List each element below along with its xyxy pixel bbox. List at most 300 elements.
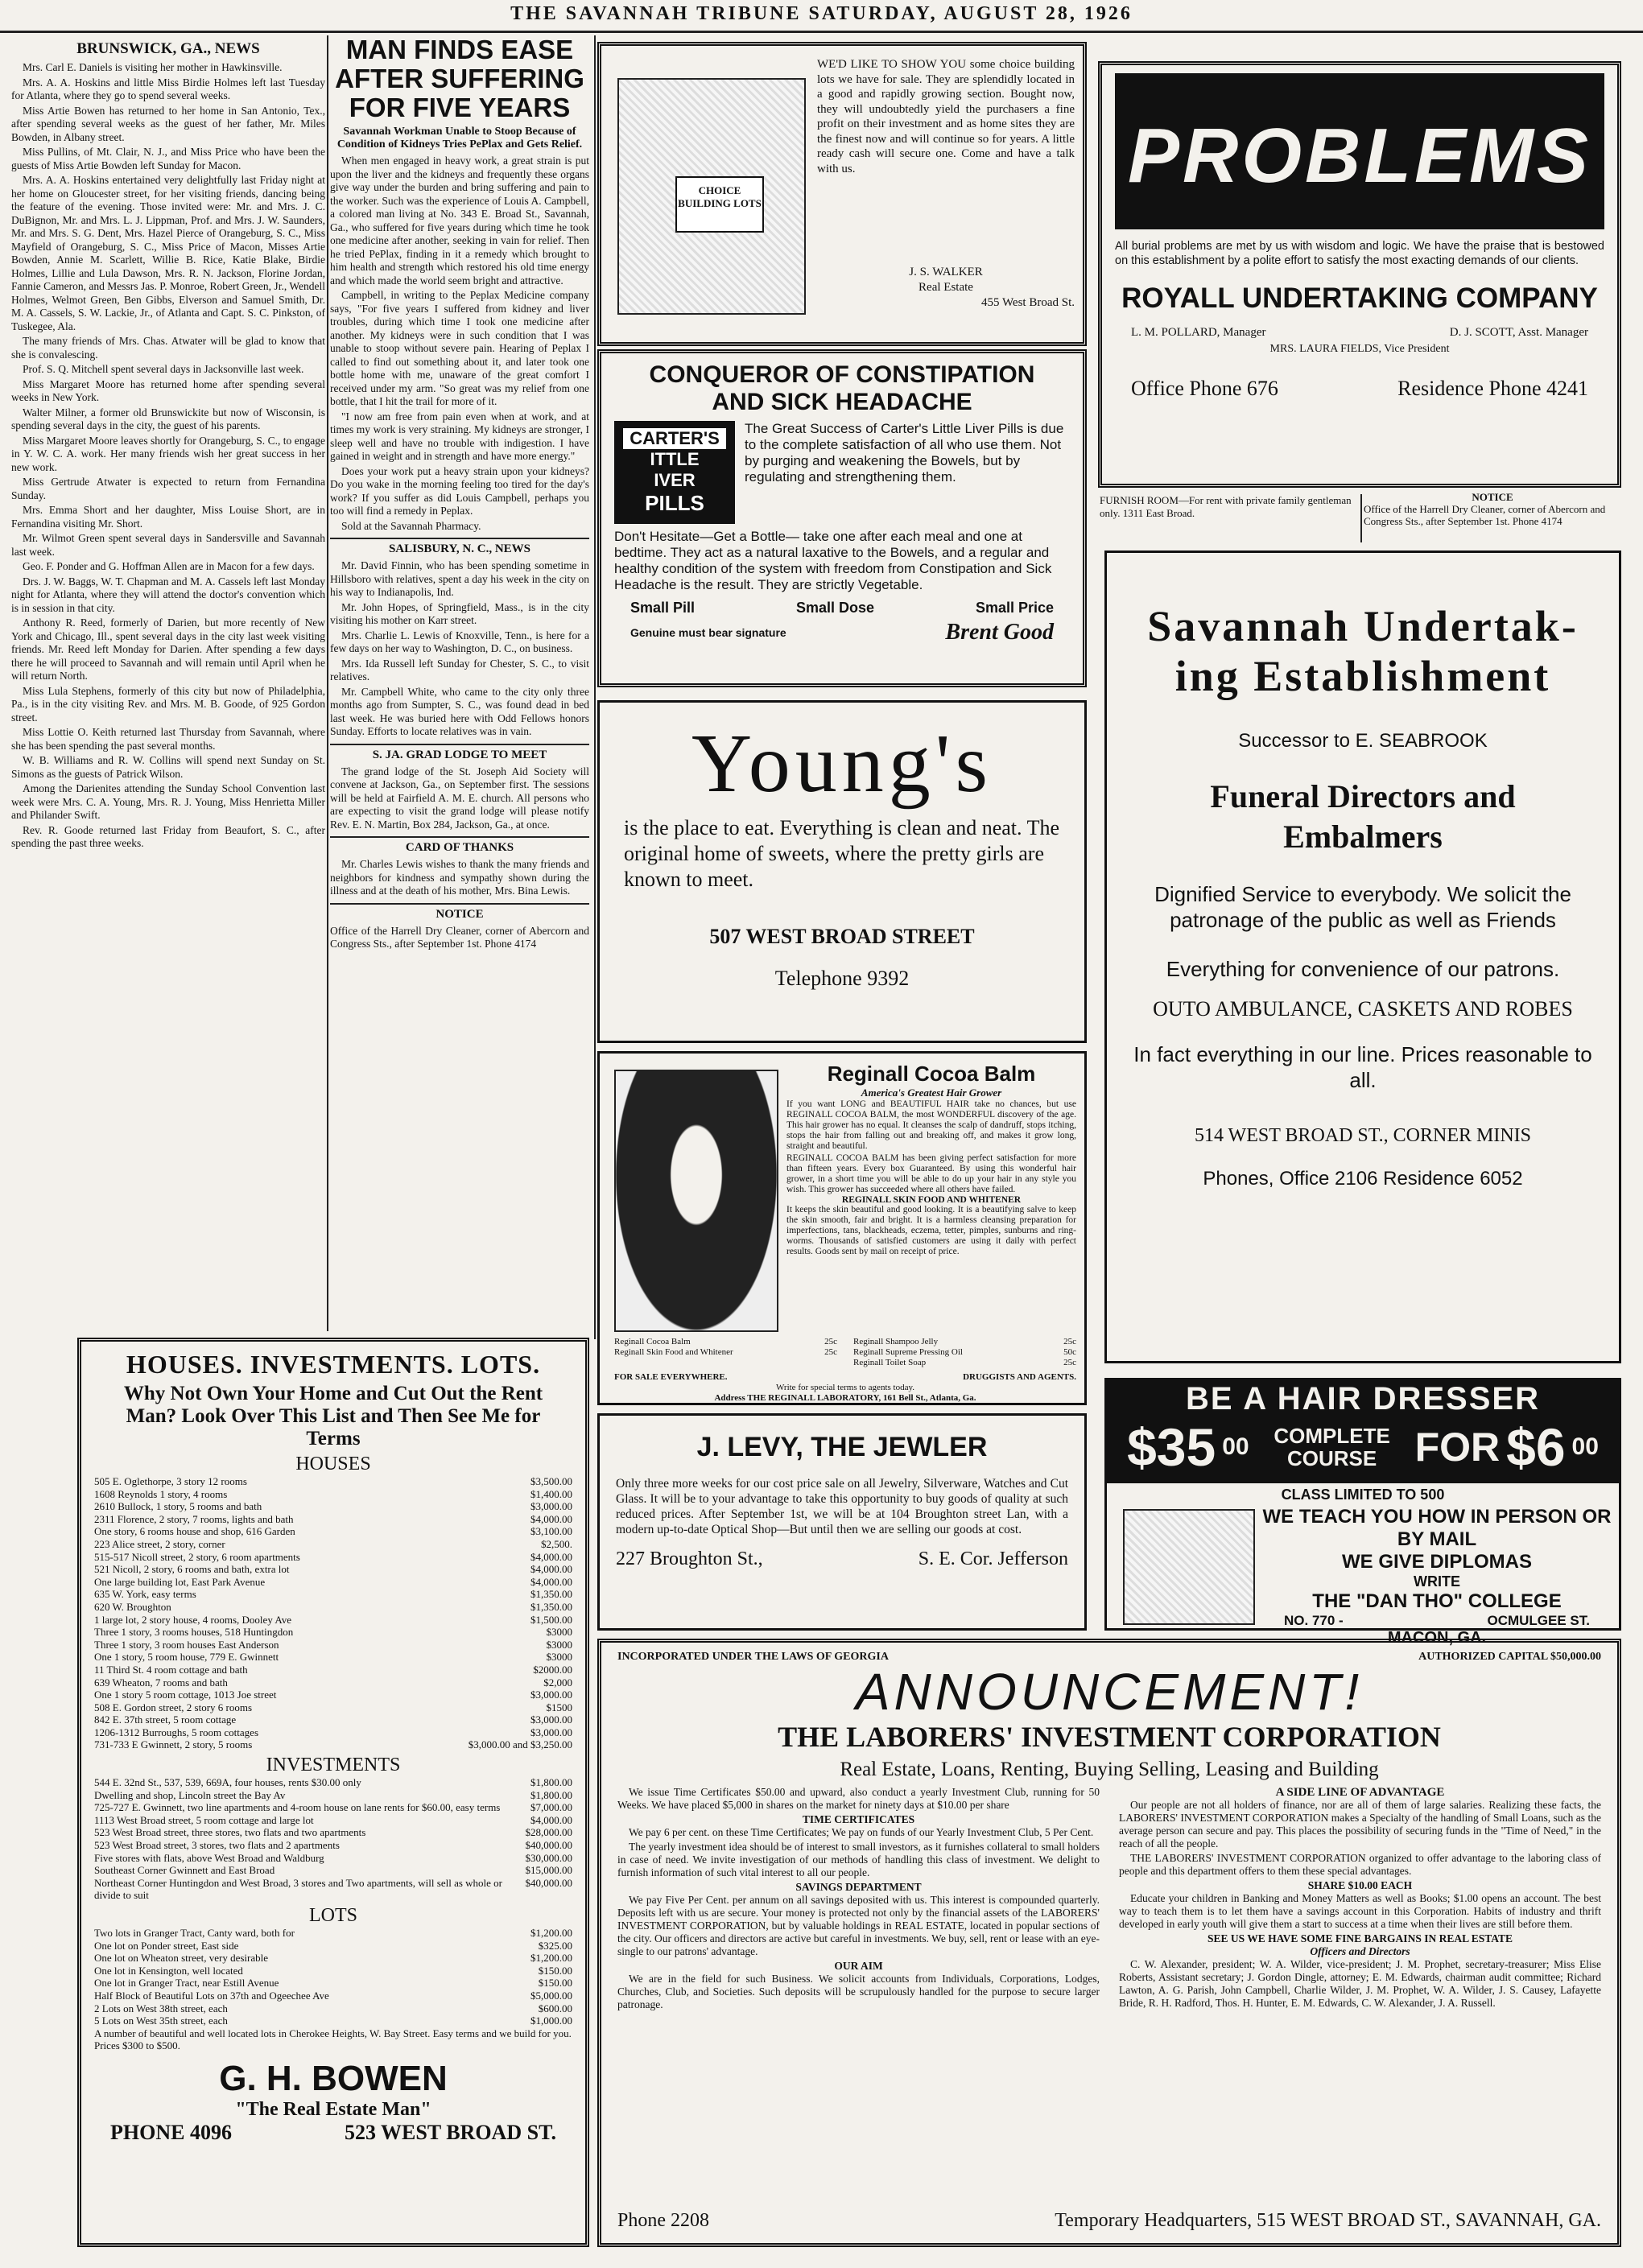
listing-price: $2,000 [543,1676,572,1689]
listing-price: $1,800.00 [530,1776,572,1789]
our-aim-heading: OUR AIM [834,1960,883,1972]
diplomas-text: WE GIVE DIPLOMAS [1341,1551,1532,1573]
news-item: Drs. J. W. Baggs, W. T. Chapman and M. A. Cassels left last Monday night for Atlanta, where they will attend the doctor's convention which is in session in that city. [11,575,325,614]
royall-manager: L. M. POLLARD, Manager [1131,326,1266,339]
course-price: $35 [1127,1417,1216,1477]
listing-price: $1,200.00 [530,1952,572,1965]
listing-price: $5,000.00 [530,1989,572,2002]
news-item: Miss Margaret Moore has returned home after spending several weeks in New York. [11,377,325,403]
listing-price: $2000.00 [533,1663,572,1676]
furnish-room-text: FURNISH ROOM—For rent with private family gentleman only. 1311 East Broad. [1100,494,1352,519]
reginall-for-sale: FOR SALE EVERYWHERE. [614,1372,728,1382]
listing-row [94,1776,572,1789]
reginall-agents: DRUGGISTS AND AGENTS. [963,1372,1076,1382]
product-price: 25c [1063,1358,1076,1367]
listing-price: $3,000.00 [530,1500,572,1513]
peplax-paragraph: Sold at the Savannah Pharmacy. [341,519,481,532]
listing-description: 725-727 E. Gwinnett, two line apartments and 4-room house on lane rents for $60.00, easy terms [94,1801,501,1814]
lots-list [94,1927,572,2027]
lodge-heading: S. JA. GRAD LODGE TO MEET [330,744,589,762]
lots-heading: LOTS [309,1905,357,1926]
listing-description: 523 West Broad street, 3 stores, two flats and 2 apartments [94,1839,340,1852]
news-item: Anthony R. Reed, formerly of Darien, but more recently of New York and Chicago, Ill., spent several days in the city last week visiting friends. Mr. Reed left Monday for Darien. After spending a few days there he will proceed to Savannah and will remain until April when he will return North. [11,616,325,682]
news-item: Mr. David Finnin, who has been spending sometime in Hillsboro with relatives, spent a day his week in the city on his way to Indianapolis, Ind. [330,559,589,598]
card-of-thanks-text: Mr. Charles Lewis wishes to thank the many friends and neighbors for kindness and sympathy shown during the illness and at the death of his mother, Mrs. Bina Lewis. [330,858,589,897]
reginall-address: Address THE REGINALL LABORATORY, 161 Bell St., Atlanta, Ga. [714,1393,976,1403]
listing-description: One 1 story, 5 room house, 779 E. Gwinnett [94,1651,279,1664]
levy-corner: S. E. Cor. Jefferson [918,1548,1068,1569]
salisbury-body [330,559,589,739]
listing-description: 521 Nicoll, 2 story, 6 rooms and bath, extra lot [94,1563,290,1576]
reginall-subhead-2: REGINALL SKIN FOOD AND WHITENER [841,1195,1022,1205]
listing-price: $28,000.00 [525,1826,572,1839]
furnish-room-classified [1100,494,1357,542]
laborers-phone: Phone 2208 [617,2210,709,2231]
reginall-text-1: If you want LONG and BEAUTIFUL HAIR take no chances, but use REGINALL COCOA BALM, the most WONDERFUL discovery of the age. This hair grower has no equal. It cleanses the scalp of dandruff, stops itching, stops the hair from falling out and breaking off, and makes it grow long, straight and beautiful. [786,1099,1076,1151]
listing-price: $3000 [546,1626,572,1639]
news-item: Miss Margaret Moore leaves shortly for Orangeburg, S. C., to engage in Y. W. C. A. work. Her many friends wish her great success in her new work. [11,434,325,473]
corporation-name: THE LABORERS' INVESTMENT CORPORATION [778,1721,1441,1753]
listing-description: One 1 story 5 room cottage, 1013 Joe street [94,1689,277,1701]
news-item: Rev. R. Goode returned last Friday from Beaufort, S. C., after spending the past three weeks. [11,823,325,849]
listing-description: One lot on Ponder street, East side [94,1939,239,1952]
royall-text: All burial problems are met by us with wisdom and logic. We have the praise that is bestowed on this establishment by a polite effort to satisfy the most exacting demands of our clients. [1115,240,1604,267]
listing-description: Southeast Corner Gwinnett and East Broad [94,1864,275,1877]
laborers-investment-ad [597,1639,1621,2247]
listing-row [94,1689,572,1701]
listing-row [94,1965,572,1977]
masthead: THE SAVANNAH TRIBUNE SATURDAY, AUGUST 28, 1926 [510,3,1133,24]
listing-description: 223 Alice street, 2 story, corner [94,1537,225,1550]
listing-description: 544 E. 32nd St., 537, 539, 669A, four houses, rents $30.00 only [94,1776,361,1789]
lots-note: A number of beautiful and well located lots in Cherokee Heights, W. Bay Street. Easy terms and we build for you. Prices $300 to $500. [94,2027,572,2052]
problems-banner [1115,73,1604,229]
time-certificates-text-2: The yearly investment idea should be of interest to small investors, as it furnishes collateral to small holders in case of need. We invite investigation of our methods of handling this class of investment. We delight to furnish information of such vital interest to all our people. [617,1841,1100,1878]
side-line-heading: A SIDE LINE OF ADVANTAGE [1275,1786,1445,1799]
listing-row [94,1877,572,1902]
reginall-write: Write for special terms to agents today. [775,1383,915,1392]
news-item: Among the Darienites attending the Sunday School Convention last week were Mrs. C. A. Young, Mrs. R. J. Young, Miss Henrietta Miller and Philander Swift. [11,782,325,821]
listing-description: Three 1 story, 3 room houses East Anderson [94,1638,279,1651]
carters-signature: Brent Good [945,620,1054,645]
listing-price: $4,000.00 [530,1575,572,1588]
news-item: Mr. Campbell White, who came to the city only three months ago from Sumpter, S. C., was found dead in bed last week. He was buried here with Odd Fellows honors Sunday. Efforts to locate relatives was in vain. [330,685,589,737]
listing-price: $1,000.00 [530,2014,572,2027]
listing-description: 1 large lot, 2 story house, 4 rooms, Dooley Ave [94,1613,292,1626]
building-lots-sign: CHOICE BUILDING LOTS [675,176,764,233]
notice-heading: NOTICE [330,903,589,922]
listing-row [94,1852,572,1865]
officers-heading: Officers and Directors [1310,1945,1410,1957]
levy-headline: J. LEVY, THE JEWLER [696,1432,988,1462]
complete-course-label: COMPLETE COURSE [1274,1424,1390,1470]
listing-price: $1,350.00 [530,1588,572,1601]
college-street: OCMULGEE ST. [1487,1613,1590,1628]
carters-headline: CONQUEROR OF CONSTIPATION [649,361,1035,388]
everything-convenience-text: Everything for convenience of our patrons. [1166,957,1560,981]
listing-description: One lot in Kensington, well located [94,1964,243,1977]
price-row [614,1337,1076,1347]
product-name: Reginall Cocoa Balm [614,1337,691,1346]
officers-text: C. W. Alexander, president; W. A. Wilder, vice-president; J. M. Prophet, secretary-treasurer; Miss Elise Roberts, Assistant secretary; J. Gordon Dingle, attorney; E. M. Edwards, chairman audit committee; Richard Lawton, A. G. Parish, John Campbell, Charlie Wilder, J. M. Prophet, W. A. Wilder, J. S. Causey, Lafayette Bride, R. H. Radford, Thos. H. Hunter, E. M. Edwards, C. W. Alexander, J. A. Russell. [1119,1958,1601,2009]
listing-price: $4,000.00 [530,1550,572,1563]
savannah-undertaking-address: 514 WEST BROAD ST., CORNER MINIS [1194,1125,1532,1146]
woman-portrait-illustration [614,1070,778,1332]
listing-description: 2610 Bullock, 1 story, 5 rooms and bath [94,1500,262,1513]
column-rule [327,35,328,1331]
listing-price: $30,000.00 [525,1851,572,1864]
listing-row [94,1475,572,1488]
listing-description: 505 E. Oglethorpe, 3 story 12 rooms [94,1475,247,1487]
write-label: WRITE [1414,1573,1460,1590]
listing-description: 639 Wheaton, 7 rooms and bath [94,1676,228,1689]
savannah-undertaking-ad [1104,551,1621,1363]
houses-heading: HOUSES [295,1454,371,1474]
news-item: Miss Lula Stephens, formerly of this city but now of Philadelphia, Pa., is in the city visiting Rev. and Mrs. M. B. Goode, of 925 Gordon street. [11,684,325,724]
embalmers-heading: Embalmers [1283,819,1443,855]
small-dose-label: Small Dose [795,600,875,616]
news-item: Mrs. Carl E. Daniels is visiting her mother in Hawkinsville. [23,61,283,73]
news-item: Mrs. A. A. Hoskins entertained very delightfully last Friday night at her home on Gloucester street, for her visiting friends, dancing being the feature of the evening. Those invited were: Mr. and Mrs. J. C. DuBignon, Mr. and Mrs. L. J. Lippman, Prof. and Mrs. J. W. Saunders, Mr. and Mrs. S. G. Dent, Mrs. Hazel Pierce of Orangeburg, S. C., Miss Mayfield of Orangeburg, S. C., Miss Price of Macon, Misses Artie Bowden, Annie M. Scarlett, Willie B. Rice, Katie Blake, Birdie Holmes, Lillie and Lula Dawson, Mrs. R. N. Jackson, Florine Jordan, Fannie Cameron, and Messrs Jas. P. Monroe, Robert Green, Jr., Wendell Holmes, Welmot Green, Ben Gibbs, Elverson and Samuel Smith, Dr. M. A. Cassels, S. W. Lackie, Jr., of Atlanta and Capt. S. C. Pinkston, of Tuskegee, Ala. [11,174,325,332]
listing-row [94,1676,572,1689]
news-item: Miss Artie Bowen has returned to her home in San Antonio, Tex., after spending several weeks as the guest of her father, Mr. Miles Bowden, in Albany street. [11,104,325,143]
listing-description: One lot in Granger Tract, near Estill Avenue [94,1977,279,1990]
our-aim-text: We are in the field for such Business. We solicit accounts from Individuals, Corporations, Lodges, Churches, Club, and Societies. Such deposits will be scrupulously handled for the purpose to secure larger patronage. [617,1973,1100,2010]
listing-description: 620 W. Broughton [94,1600,171,1613]
listing-row [94,1601,572,1614]
laborers-headquarters: Temporary Headquarters, 515 WEST BROAD ST., SAVANNAH, GA. [1055,2210,1601,2231]
listing-description: One large building lot, East Park Avenue [94,1575,266,1588]
listing-description: Dwelling and shop, Lincoln street the Bay Av [94,1788,286,1801]
savings-department-text: We pay Five Per Cent. per annum on all savings deposited with us. This interest is compounded quarterly. Deposits left with us are secure. Your money is protected not only by the financial assets of the LABORERS' INVESTMENT CORPORATION, but by valuable holdings in REAL ESTATE, located in popular sections of the city. Our officers and directors are active but careful in investments. We buy, sell, rent or lease with an eye-single to our patrons' advantage. [617,1894,1100,1957]
column-rule [1360,494,1362,542]
bowen-subhead: Why Not Own Your Home and Cut Out the Rent Man? Look Over This List and Then See Me for Terms [123,1383,543,1449]
teach-text: WE TEACH YOU HOW IN PERSON OR BY MAIL [1262,1506,1612,1550]
product-price: 25c [824,1347,837,1357]
listing-row [94,1563,572,1576]
product-price: 25c [1063,1337,1076,1346]
listing-row [94,1940,572,1953]
hair-dresser-heading: BE A HAIR DRESSER [1186,1381,1540,1416]
listing-row [94,1538,572,1551]
listing-row [94,1626,572,1639]
carters-pills-ad [597,349,1087,687]
listing-row [94,1614,572,1627]
listing-price: $1500 [546,1701,572,1713]
listing-description: Half Block of Beautiful Lots on 37th and Ogeechee Ave [94,1989,329,2002]
listing-description: 5 Lots on West 35th street, each [94,2014,228,2027]
walker-role: Real Estate [919,281,973,294]
college-name: THE "DAN THO" COLLEGE [1312,1590,1562,1612]
listing-row [94,1864,572,1877]
listing-price: $1,350.00 [530,1600,572,1613]
dignified-service-text: Dignified Service to everybody. We solicit the patronage of the public as well as Friends [1154,882,1571,932]
royall-residence-phone: Residence Phone 4241 [1397,377,1588,400]
listing-row [94,1789,572,1802]
news-item: Miss Gertrude Atwater is expected to return from Fernandina Sunday. [11,476,325,501]
reginall-subhead: America's Greatest Hair Grower [861,1087,1002,1099]
listing-price: $600.00 [538,2002,572,2014]
listing-description: 2311 Florence, 2 story, 7 rooms, lights and bath [94,1512,294,1525]
savannah-undertaking-heading: Savannah Undertak- [1147,602,1579,650]
side-line-text: Our people are not all holders of finance, nor are all of them of large salaries. Realizing these facts, the LABORERS' INVESTMENT CORPORATION makes a Specialty of the handling of Small Loans, such as the average person can secure and pay. This places the possibility of securing funds in the "Time of Need," in the reach of all the people. [1119,1799,1601,1849]
bowen-address: 523 WEST BROAD ST. [345,2120,556,2144]
listing-description: 1206-1312 Burroughs, 5 room cottages [94,1726,259,1738]
listing-row [94,1839,572,1852]
notice-classified [1364,491,1621,542]
levy-jeweler-ad [597,1413,1087,1631]
walker-real-estate-ad [597,42,1087,346]
carters-hesitate-text: Don't Hesitate—Get a Bottle— take one after each meal and one at bedtime. They act as a natural laxative to the Bowels, and a regular and healthy condition of the system with freedom from Constipation and Sick Headache is the result. They are strictly Vegetable. [614,529,1052,592]
listing-row [94,1713,572,1726]
listing-price: $4,000.00 [530,1563,572,1576]
brunswick-news-body [11,61,325,851]
listing-row [94,1639,572,1652]
certificates-intro: We issue Time Certificates $50.00 and upward, also conduct a yearly Investment Club, running for 50 Weeks. We have placed $5,000 in shares on the market for ninety days at $10.00 per share [617,1786,1100,1811]
man-with-sign-illustration [617,78,806,315]
bowen-headline: HOUSES. INVESTMENTS. LOTS. [126,1350,541,1379]
brunswick-news-heading: BRUNSWICK, GA., NEWS [76,40,260,57]
savannah-undertaking-heading-2: ing Establishment [1174,652,1551,700]
masthead-rule [0,31,1643,33]
listing-price: $3,000.00 [530,1689,572,1701]
notice-right-text: Office of the Harrell Dry Cleaner, corner of Abercorn and Congress Sts., after September 1st. [1364,503,1606,527]
hair-dresser-banner: BE A HAIR DRESSER $35 00 COMPLETE COURSE FOR $6 00 [1107,1380,1619,1483]
listing-row [94,1952,572,1965]
listing-row [94,1701,572,1714]
listing-price: $150.00 [538,1977,572,1990]
listing-row [94,1651,572,1664]
listing-price: $15,000.00 [525,1864,572,1877]
news-item: Miss Pullins, of Mt. Clair, N. J., and Miss Price who have been the guests of Miss Artie Bowden left Sunday for Macon. [11,146,325,171]
listing-description: 731-733 E Gwinnett, 2 story, 5 rooms [94,1738,253,1751]
bargains-heading: SEE US WE HAVE SOME FINE BARGAINS IN REAL ESTATE [1207,1932,1513,1944]
listing-price: $1,200.00 [530,1927,572,1939]
reginall-price-list [614,1337,1076,1368]
listing-price: $40,000.00 [525,1876,572,1889]
news-item: Walter Milner, a former old Brunswickite but now of Wisconsin, is spending several days in the city, the guest of his parents. [11,406,325,431]
listing-price: $325.00 [538,1939,572,1952]
listing-description: 842 E. 37th street, 5 room cottage [94,1713,237,1726]
listing-description: Five stores with flats, above West Broad and Waldburg [94,1851,324,1864]
peplax-headline: MAN FINDS EASE [345,35,574,64]
hairdresser-illustration [1123,1509,1255,1625]
notice-right-heading: NOTICE [1472,491,1513,503]
side-line-text-2: THE LABORERS' INVESTMENT CORPORATION organized to offer advantage to the laboring class of people and this department offers to them these special advantages. [1119,1852,1601,1877]
youngs-address: 507 WEST BROAD STREET [709,925,975,948]
listing-row [94,1726,572,1739]
listing-description: 1113 West Broad street, 5 room cottage and large lot [94,1813,314,1826]
listing-description: One story, 6 rooms house and shop, 616 Garden [94,1525,295,1538]
carters-headline-2: AND SICK HEADACHE [712,389,972,415]
listing-description: Northeast Corner Huntingdon and West Broad, 3 stores and Two apartments, will sell as whole or divide to suit [94,1876,502,1902]
youngs-name: Young's [691,717,993,810]
share-text: Educate your children in Banking and Money Matters as well as Books; $1.00 opens an account. The best way to teach them is to let them have a savings account in this Corporation. Habits of industry and thrift developed in early youth will give them a start to success at a time when their lives are still before them. [1119,1892,1601,1930]
savings-department-heading: SAVINGS DEPARTMENT [795,1881,922,1893]
listing-row [94,1500,572,1513]
product-price: 25c [824,1337,837,1346]
peplax-paragraph: When men engaged in heavy work, a great strain is put upon the liver and the kidneys and frequently these organs give way under the burden and bring suffering and pain to the worker. Such was the experience of Louis A. Campbell, a colored man living at No. 343 E. Broad St., Savannah, Ga., who suffered for five years during which time he took one medicine after another, seeking in vain for relief. Then he tried PePlax, finding in it a remedy which brought to him health and strength which restored his old time energy and which made the world seem bright and attractive. [330,155,589,287]
reginall-headline: Reginall Cocoa Balm [827,1062,1036,1086]
royall-undertaking-ad [1098,61,1621,488]
reginall-cocoa-balm-ad [597,1051,1087,1405]
listing-row [94,1488,572,1501]
investments-list [94,1776,572,1902]
price-row [614,1358,1076,1368]
listing-description: 1608 Reynolds 1 story, 4 rooms [94,1487,228,1500]
walker-address: 455 West Broad St. [980,296,1075,309]
small-pill-label: Small Pill [630,600,696,616]
funeral-directors-heading: Funeral Directors and [1210,778,1516,814]
brunswick-news-column [11,35,325,1331]
listing-price: $3,000.00 [530,1713,572,1726]
savannah-undertaking-phones: Phones, Office 2106 Residence 6052 [1203,1168,1523,1190]
product-name: Reginall Shampoo Jelly [853,1337,939,1346]
time-certificates-heading: TIME CERTIFICATES [802,1813,915,1825]
successor-line: Successor to E. SEABROOK [1238,730,1488,752]
price-row [614,1347,1076,1358]
news-item: Mr. John Hopes, of Springfield, Mass., is in the city visiting his mother on Karr street. [330,600,589,626]
listing-row [94,1826,572,1839]
listing-row [94,1738,572,1751]
product-name: Reginall Supreme Pressing Oil [853,1347,963,1357]
carters-success-text: The Great Success of Carter's Little Liver Pills is due to the complete satisfaction of all who use them. Not by purging and weakening the Bowels, but by regulating and strengthening them. [745,421,1064,485]
listing-price: $1,400.00 [530,1487,572,1500]
listing-row [94,1801,572,1814]
column-rule [594,35,596,1339]
college-number: NO. 770 - [1284,1613,1344,1628]
listing-price: $3,000.00 and $3,250.00 [468,1738,572,1751]
middle-news-column [330,35,589,1331]
news-item: Mr. Wilmot Green spent several days in Sandersville and Savannah last week. [11,532,325,558]
peplax-subhead: Savannah Workman Unable to Stoop Because of Condition of Kidneys Tries PePlax and Gets Relief. [336,126,583,151]
houses-list [94,1475,572,1751]
bowen-name: G. H. BOWEN [219,2058,448,2098]
news-item: Mrs. Emma Short and her daughter, Miss Louise Short, are in Fernandina visiting Mr. Short. [11,504,325,530]
peplax-body [330,155,589,533]
youngs-restaurant-ad [597,700,1087,1043]
authorized-capital: AUTHORIZED CAPITAL $50,000.00 [1418,1651,1601,1663]
listing-description: 11 Third St. 4 room cottage and bath [94,1663,248,1676]
listing-row [94,2014,572,2027]
news-item: Miss Lottie O. Keith returned last Thursday from Savannah, where she has been spending the past several months. [11,726,325,752]
prices-reasonable-text: In fact everything in our line. Prices reasonable to all. [1133,1042,1592,1092]
listing-price: $3,500.00 [530,1475,572,1487]
listing-price: $4,000.00 [530,1813,572,1826]
notice-text: Office of the Harrell Dry Cleaner, corner of Abercorn and Congress Sts., after September 1st. [330,924,589,950]
youngs-text: is the place to eat. Everything is clean and neat. The original home of sweets, where the pretty girls are known to meet. [624,816,1059,891]
listing-row [94,1513,572,1526]
listing-description: 508 E. Gordon street, 2 story 6 rooms [94,1701,253,1713]
peplax-headline-2: AFTER SUFFERING FOR FIVE YEARS [335,64,584,122]
lodge-text: The grand lodge of the St. Joseph Aid Society will convene at Jackson, Ga., on September first. The sessions will be held at Fairfield A. M. E. church. All persons who are expecting to visit the grand lodge will please notify Rev. E. N. Martin, Box 284, Jackson, Ga., at once. [330,765,589,831]
listing-price: $1,800.00 [530,1788,572,1801]
carters-logo: CARTER'S ITTLE IVER PILLS [614,421,735,524]
news-item: Mrs. Charlie L. Lewis of Knoxville, Tenn., is here for a few days on her way to Washington, D. C., on business. [330,629,589,654]
hair-dresser-ad [1104,1378,1621,1647]
salisbury-heading: SALISBURY, N. C., NEWS [330,538,589,556]
card-of-thanks-heading: CARD OF THANKS [330,836,589,855]
listing-price: $1,500.00 [530,1613,572,1626]
listing-row [94,1525,572,1538]
royall-vice-president: MRS. LAURA FIELDS, Vice President [1269,343,1450,355]
listing-description: 635 W. York, easy terms [94,1588,196,1601]
listing-description: 515-517 Nicoll street, 2 story, 6 room apartments [94,1550,300,1563]
bowen-tagline: "The Real Estate Man" [235,2098,431,2120]
announcement-heading: ANNOUNCEMENT! [855,1663,1364,1721]
listing-description: Two lots in Granger Tract, Canty ward, both for [94,1927,295,1939]
reginall-text-2: REGINALL COCOA BALM has been giving perfect satisfaction for more than fifteen years. Every box Guaranteed. By using this wonderful hair grower, in a short time you will be able to do up your hair in any style you wish. This grower has succeeded where all others have failed. [786,1153,1076,1194]
investments-heading: INVESTMENTS [266,1755,401,1776]
youngs-phone: Telephone 9392 [774,967,910,990]
peplax-paragraph: "I now am free from pain even when at work, and at times my work is very straining. My kidneys are stronger, I sleep well and have no trouble with indigestion. I have gained in weight and in strength and have more energy." [330,410,589,462]
listing-row [94,1977,572,1990]
incorporated-line: INCORPORATED UNDER THE LAWS OF GEORGIA [617,1651,889,1663]
royall-company-name: ROYALL UNDERTAKING COMPANY [1121,282,1598,314]
product-name: Reginall Toilet Soap [853,1358,927,1367]
for-label: FOR [1414,1425,1501,1470]
listing-row [94,2002,572,2015]
bowen-phone: PHONE 4096 [110,2120,232,2144]
listing-description: One lot on Wheaton street, very desirable [94,1952,268,1965]
listing-description: 2 Lots on West 38th street, each [94,2002,228,2014]
listing-row [94,1664,572,1676]
listing-row [94,1927,572,1940]
genuine-signature-label: Genuine must bear signature [630,626,786,639]
royall-office-phone: Office Phone 676 [1131,377,1278,400]
share-heading: SHARE $10.00 EACH [1307,1879,1413,1891]
listing-row [94,1814,572,1827]
ambulance-text: OUTO AMBULANCE, CASKETS AND ROBES [1153,997,1573,1021]
listing-row [94,1588,572,1601]
listing-price: $2,500. [541,1537,572,1550]
walker-name: J. S. WALKER [909,266,983,278]
bowen-real-estate-ad [77,1338,589,2247]
listing-price: $40,000.00 [525,1839,572,1852]
levy-text: Only three more weeks for our cost price sale on all Jewelry, Silverware, Watches and Cut Glass. It will be to your advantage to take this opportunity to buy goods of quality at such reduced prices. After September 1st, we will be at 104 Broughton street Lan, with a modern up-to-date Optical Shop—But until then we are selling our goods at cost. [616,1477,1068,1536]
listing-row [94,1551,572,1564]
college-city: MACON, GA. [1387,1629,1487,1647]
listing-price: $4,000.00 [530,1512,572,1525]
listing-price: $3,000.00 [530,1726,572,1738]
notice-phone: Phone 4174 [484,938,537,950]
news-item: Geo. F. Ponder and G. Hoffman Allen are in Macon for a few days. [23,560,315,572]
peplax-paragraph: Does your work put a heavy strain upon your kidneys? Do you wake in the morning feeling too tired for the day's work? If you suffer as did Louis Campbell, perhaps you too will find a remedy in Peplax. [330,464,589,517]
notice-right-phone: Phone 4174 [1512,515,1563,527]
news-item: Mrs. A. A. Hoskins and little Miss Birdie Holmes left last Tuesday for Atlanta, where they go to spend several weeks. [11,76,325,101]
listing-price: $3000 [546,1638,572,1651]
levy-address: 227 Broughton St., [616,1548,763,1569]
time-certificates-text-1: We pay 6 per cent. on these Time Certificates; We pay on funds of our Yearly Investment Club, 5 Per Cent. [629,1826,1094,1838]
news-item: The many friends of Mrs. Chas. Atwater will be glad to know that she is convalescing. [11,335,325,361]
problems-heading: PROBLEMS [1127,113,1592,199]
listing-price: $7,000.00 [530,1801,572,1814]
news-item: W. B. Williams and R. W. Collins will spend next Sunday on St. Simons as the guests of Patrick Wilson. [11,754,325,780]
class-limited-text: CLASS LIMITED TO 500 [1281,1487,1445,1503]
listing-price: $3000 [546,1651,572,1664]
listing-row [94,1990,572,2002]
news-item: Prof. S. Q. Mitchell spent several days in Jacksonville last week. [23,363,304,375]
product-name: Reginall Skin Food and Whitener [614,1347,733,1357]
discount-price: $6 [1506,1417,1566,1477]
listing-price: $150.00 [538,1964,572,1977]
listing-description: Three 1 story, 3 rooms houses, 518 Huntingdon [94,1626,294,1639]
product-price: 50c [1063,1347,1076,1357]
peplax-paragraph: Campbell, in writing to the Peplax Medicine company says, "For five years I suffered from kidney and liver troubles, during which time I took one medicine after another. My kidneys were in such condition that I was unable to stoop without severe pain. Hearing of Peplax I called to find out something about it, and later took one bottle home with me, unaware of the great comfort I received under my arm. "So great was my relief from one bottle, that I hit the trail for more of it. [330,289,589,407]
walker-ad-text: WE'D LIKE TO SHOW YOU some choice building lots we have for sale. They are splendidly located in a good and rapidly growing section. Bought now, they will undoubtedly yield the purchasers a fine profit on their investment and as home sites they are the finest now and will continue so for years. A little ready cash will secure one. Come and have a talk with us. [817,58,1075,175]
small-price-label: Small Price [975,600,1054,616]
reginall-text-3: It keeps the skin beautiful and good looking. It is a beautifying salve to keep the skin smooth, fair and bright. It is a harmless cleansing preparation for imperfections, tans, blackheads, eczema, tetter, pimples, sunburns and ring-worms. Thousands of satisfied customers are using it daily with perfect results. Goods sent by mail on receipt of price. [786,1205,1076,1256]
